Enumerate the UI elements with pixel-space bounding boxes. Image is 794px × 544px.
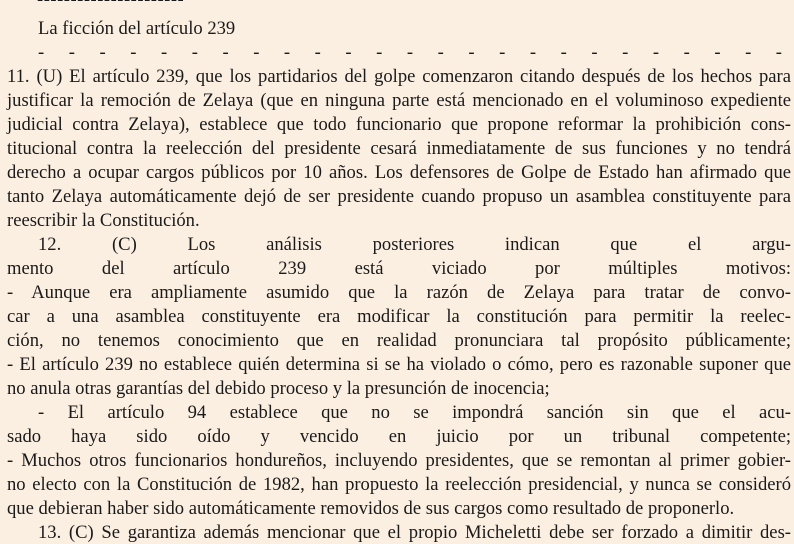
separator-rule: - - - - - - - - - - - - - - - - - - - - - - - - - bbox=[38, 42, 782, 63]
paragraph-line: car a una asamblea constituyente era modificar la constitución para permitir la reelec- bbox=[7, 306, 791, 327]
paragraph-line: mento del artículo 239 está viciado por múltiples motivos: bbox=[7, 258, 791, 279]
paragraph-line: titucional contra la reelección del presidente cesará inmediatamente de sus funciones y no tendrá bbox=[7, 138, 791, 159]
paragraph-line: - El artículo 94 establece que no se impondrá sanción sin que el acu- bbox=[38, 402, 791, 423]
paragraph-line: judicial contra Zelaya), establece que todo funcionario que propone reformar la prohibición cons- bbox=[7, 114, 791, 135]
paragraph-line: - El artículo 239 no establece quién determina si se ha violado o cómo, pero es razonable suponer que bbox=[7, 354, 791, 375]
top-rule bbox=[37, 0, 184, 11]
paragraph-line: 12. (C) Los análisis posteriores indican que el argu- bbox=[38, 234, 791, 255]
paragraph-line: no electo con la Constitución de 1982, han propuesto la reelección presidencial, y nunca se consideró bbox=[7, 474, 791, 495]
paragraph-line: no anula otras garantías del debido proceso y la presunción de inocencia; bbox=[7, 378, 550, 399]
paragraph-line: justificar la remoción de Zelaya (que en ninguna parte está mencionado en el voluminoso expediente bbox=[7, 90, 791, 111]
paragraph-line: derecho a ocupar cargos públicos por 10 años. Los defensores de Golpe de Estado han afirmado que bbox=[7, 162, 791, 183]
paragraph-line: ción, no tenemos conocimiento que en realidad pronunciara tal propósito públicamente; bbox=[7, 330, 791, 351]
paragraph-line: tanto Zelaya automáticamente dejó de ser presidente cuando propuso un asamblea constituyente para bbox=[7, 186, 791, 207]
paragraph-line: 13. (C) Se garantiza además mencionar que el propio Micheletti debe ser forzado a dimitir des- bbox=[38, 522, 791, 543]
section-heading: La ficción del artículo 239 bbox=[38, 18, 236, 39]
paragraph-line: sado haya sido oído y vencido en juicio por un tribunal competente; bbox=[7, 426, 791, 447]
paragraph-line: que debieran haber sido automáticamente removidos de sus cargos como resultado de proponerlo. bbox=[7, 498, 735, 519]
paragraph-line: 11. (U) El artículo 239, que los partidarios del golpe comenzaron citando después de los hechos para bbox=[7, 66, 791, 87]
paragraph-line: - Muchos otros funcionarios hondureños, incluyendo presidentes, que se remontan al primer gobier- bbox=[7, 450, 791, 471]
paragraph-line: reescribir la Constitución. bbox=[7, 210, 200, 231]
paragraph-line: - Aunque era ampliamente asumido que la razón de Zelaya para tratar de convo- bbox=[7, 282, 791, 303]
